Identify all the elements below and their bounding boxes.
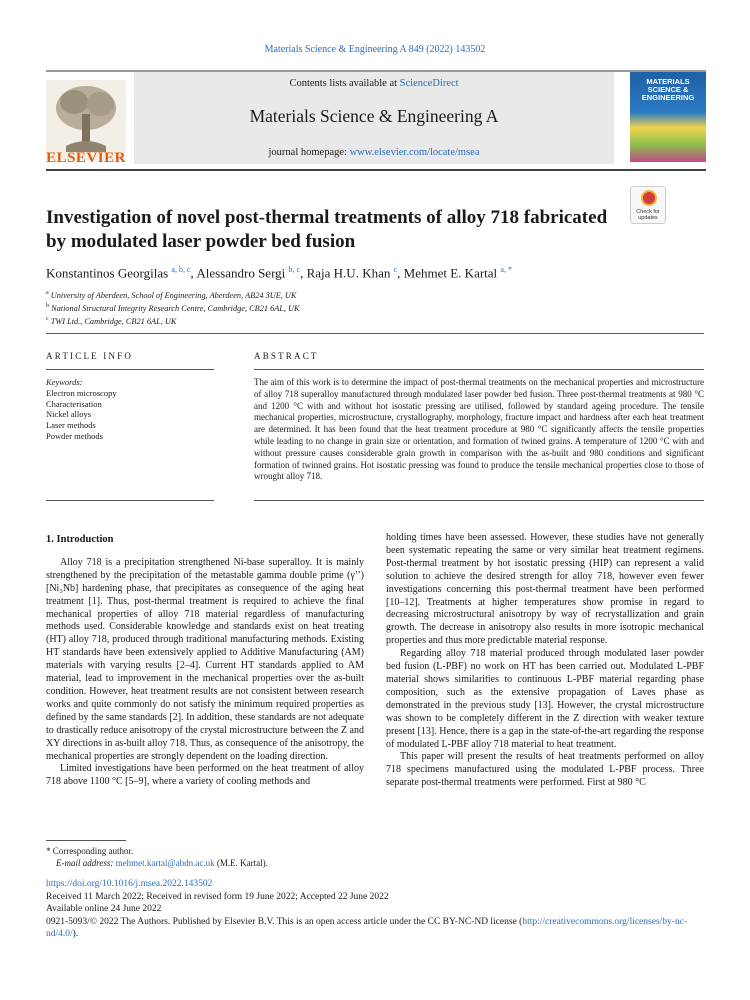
affiliation-item <box>46 288 666 301</box>
article-info-divider <box>46 369 214 370</box>
affiliation-text: TWI Ltd., Cambridge, CB21 6AL, UK <box>50 316 177 326</box>
corresponding-author-note: * Corresponding author. <box>46 846 134 856</box>
online-date: Available online 24 June 2022 <box>46 904 162 914</box>
homepage-line <box>134 147 614 158</box>
affiliation-text: University of Aberdeen, School of Engineering, Aberdeen, AB24 3UE, UK <box>50 290 297 300</box>
keyword-item: Electron microscopy <box>46 387 117 398</box>
journal-citation[interactable]: Materials Science & Engineering A 849 (2022) 143502 <box>264 44 486 55</box>
received-dates: Received 11 March 2022; Received in revised form 19 June 2022; Accepted 22 June 2022 <box>46 891 389 902</box>
author-affiliation-marks[interactable]: c <box>393 265 398 274</box>
author-affiliation-marks[interactable]: a, * <box>500 265 512 274</box>
email-link[interactable]: mehmet.kartal@abdn.ac.uk <box>115 858 215 868</box>
keyword-item: Characterisation <box>46 398 102 409</box>
license-prefix: 0921-5093/© 2022 The Authors. Published by Elsevier B.V. This is an open access article under the CC BY-NC-ND license ( <box>46 916 523 927</box>
affiliation-mark: b <box>46 302 49 309</box>
check-updates-label: Check for updates <box>636 209 660 221</box>
cover-title: MATERIALS SCIENCE & ENGINEERING <box>641 77 695 102</box>
body-paragraph: Limited investigations have been performed on the heat treatment of alloy 718 above 1100 °C [5–9], where a variety of cooling methods and <box>46 763 364 788</box>
body-column-right <box>386 532 704 790</box>
corresponding-author-footnote <box>46 845 268 869</box>
doi-link[interactable]: https://doi.org/10.1016/j.msea.2022.143502 <box>46 879 213 889</box>
license-link[interactable]: http://creativecommons.org/licenses/by-nc-nd/4.0/ <box>46 916 688 939</box>
author-list: Konstantinos Georgilas $^{a, b, c}$, Alessandro Sergi $^{b, c}$, Raja H.U. Khan $^c$, Mehmet E. Kartal $^{a, *}$ <box>46 265 512 281</box>
email-label: E-mail address: <box>56 858 116 868</box>
abstract-heading: ABSTRACT <box>254 351 319 361</box>
keywords-block <box>46 377 214 442</box>
keywords-label: Keywords: <box>46 377 83 387</box>
homepage-prefix: journal homepage: <box>268 147 350 158</box>
body-paragraph: holding times have been assessed. However, these studies have not generally been systematic repeating the same or very similar heat treatment regimens. Post-thermal treatment by hot isostatic pressing (HIP) can represent a valid solution to achieve the desired strength for alloy 718, however even fewer investigations concerning this post-thermal treatment have been performed [10–12]. Treatments at higher temperatures show promise in regard to decreasing microstructural anisotropy by way of recrystallization and grain growth. The decrease in anisotropy also results in more isotropic mechanical properties and thus more predictable material response. <box>386 532 704 647</box>
affiliation-mark: a <box>46 290 49 296</box>
journal-banner <box>134 72 614 164</box>
abstract-bottom-divider <box>254 500 704 501</box>
contents-line <box>134 78 614 89</box>
email-line <box>46 857 268 869</box>
author-affiliation-marks[interactable]: b, c <box>288 265 301 274</box>
keyword-item: Powder methods <box>46 430 103 441</box>
author-affiliation-marks[interactable]: a, b, c <box>171 265 191 274</box>
article-info-heading: ARTICLE INFO <box>46 351 134 361</box>
email-suffix: (M.E. Kartal). <box>214 858 268 868</box>
author-name: Alessandro Sergi <box>196 265 286 281</box>
homepage-link[interactable]: www.elsevier.com/locate/msea <box>349 147 480 158</box>
check-for-updates-badge[interactable] <box>630 186 666 224</box>
body-paragraph: Regarding alloy 718 material produced through modulated laser powder bed fusion (L-PBF) no work on HT has been carried out. Modulated L-PBF material shows similarities to continuous L-PBF material regarding phase composition, such as the extensive propagation of Laves phase as demonstrated in the previous study [13]. However, the crystal microstructure was shown to be completely different in the Z direction with weaker texture present [13]. Hence, there is a gap in the state-of-the-art regarding the response of modulated L-PBF alloy 718 material to heat treatment. <box>386 648 704 750</box>
article-title: Investigation of novel post-thermal treatments of alloy 718 fabricated by modulated laser powder bed fusion <box>46 207 608 252</box>
abstract-text: The aim of this work is to determine the impact of post-thermal treatments on the mechanical properties and microstructure of alloy 718 superalloy manufactured through modulated laser powder bed fusion. Three post-thermal treatments at 980 °C and 1200 °C with and without hot isostatic pressing are utilised, followed by standard ageing procedure. The tensile mechanical properties, microstructure, crystallography, morphology, fracture impact and hardness after each heat treatment are determined. It has been found that the heat treatment procedure at 980 °C significantly affects the tensile properties while leading to no change in grain size or orientation, and formation of twined grains. A temperature of 1200 °C with and without pressure causes considerable grain growth in comparison with the as-built and 980 conditions and significant formation of twinned grains. Hot isostatic pressing was found to produce the tensile mechanical properties close to those of wrought alloy 718. <box>254 377 704 482</box>
section-heading-introduction: 1. Introduction <box>46 534 114 545</box>
body-column-left <box>46 534 364 789</box>
author-name: Mehmet E. Kartal <box>403 265 498 281</box>
author-name: Raja H.U. Khan <box>306 265 391 281</box>
keyword-item: Nickel alloys <box>46 409 92 420</box>
abstract-divider <box>254 369 704 370</box>
sciencedirect-link[interactable]: ScienceDirect <box>399 78 459 89</box>
affiliation-item <box>46 314 666 327</box>
footnote-divider <box>46 840 126 841</box>
affiliation-item <box>46 301 666 314</box>
journal-cover-thumbnail[interactable] <box>630 72 706 162</box>
publication-info <box>46 878 706 941</box>
affiliation-list <box>46 288 666 326</box>
license-suffix: ). <box>72 929 79 939</box>
body-paragraph: This paper will present the results of heat treatments performed on alloy 718 specimens manufactured using the modulated L-PBF process. Three separate post-thermal treatments were performed. First at 980 °C <box>386 751 704 789</box>
journal-masthead <box>46 70 706 166</box>
check-updates-icon <box>641 190 657 206</box>
contents-prefix: Contents lists available at <box>289 78 400 89</box>
masthead-divider <box>46 169 706 171</box>
keyword-item: Laser methods <box>46 420 96 431</box>
header-divider <box>46 333 704 334</box>
license-line <box>46 916 706 941</box>
author-name: Konstantinos Georgilas <box>46 265 169 281</box>
publisher-wordmark: ELSEVIER <box>46 150 126 166</box>
body-paragraph: Alloy 718 is a precipitation strengthened Ni-base superalloy. It is mainly strengthened by the precipitation of the metastable gamma double prime (γ’’) [Ni₃Nb] hardening phase, that precipitates as consequence of the aging heat treatment [1]. Thus, post-thermal treatment is required to achieve the final mechanical properties of alloy 718 material regardless of manufacturing methods used. Considerable knowledge and standards exist on heat treating (HT) alloy 718, produced through traditional manufacturing methods. Existing HT standards have been extensively applied to Additive Manufacturing (AM) materials with varying results [2–4]. Current HT standards applied to AM material, lead to improvement in the mechanical properties over the as-built condition. However, heat treatment results are not consistent between research works and quite commonly do not satisfy the minimum required properties as defined by the same standards [2]. In addition, these standards are not adequate to drastically reduce anisotropy of the crystal microstructure between the Z and XY directions in as-built alloy 718. Thus, as consequence of the anisotropy, the mechanical properties are strongly dependent on the loading direction. <box>46 556 364 762</box>
affiliation-mark: c <box>46 315 49 322</box>
affiliation-text: National Structural Integrity Research Centre, Cambridge, CB21 6AL, UK <box>51 303 300 313</box>
article-info-bottom-divider <box>46 500 214 501</box>
journal-name: Materials Science & Engineering A <box>249 106 499 126</box>
